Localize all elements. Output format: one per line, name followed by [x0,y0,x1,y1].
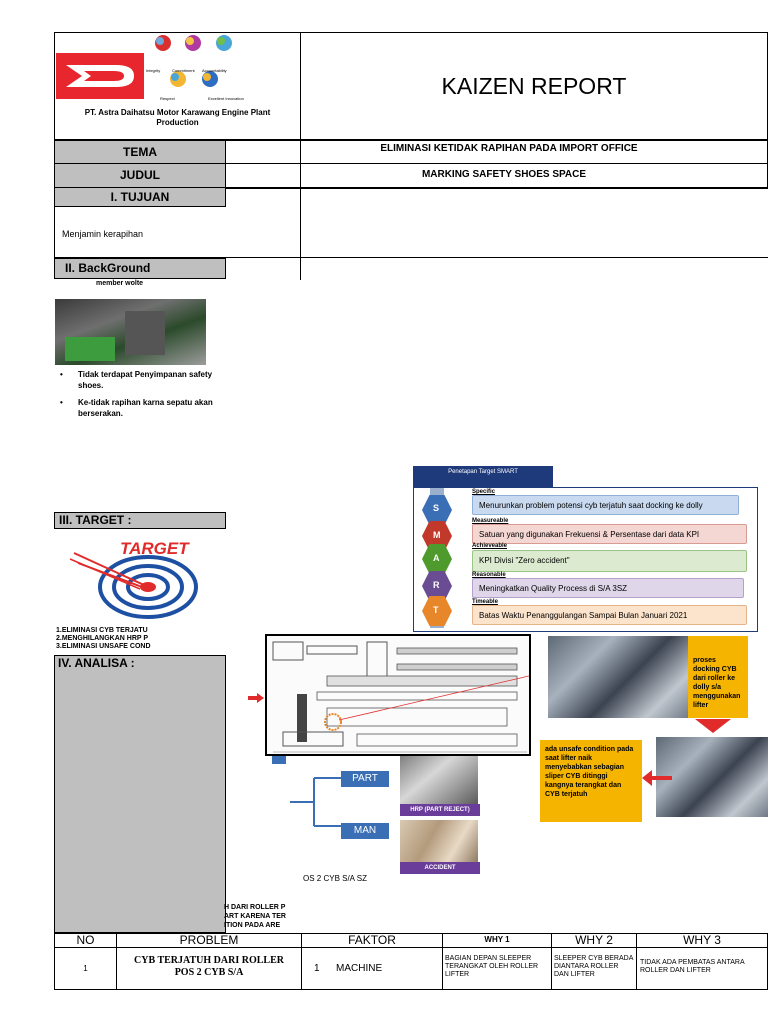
factory-layout-icon [267,636,531,756]
part-reject-caption: HRP (PART REJECT) [400,804,480,816]
left-arrow-icon [642,770,672,786]
background-bullets [60,369,232,419]
target-item-2: 2.MENGHILANGKAN HRP P [56,635,149,642]
smart-m-letter: M [433,530,441,540]
smart-a-letter: A [433,553,440,563]
target-image [64,535,224,623]
background-photo [55,299,206,365]
tujuan-text: Menjamin kerapihan [62,229,144,239]
overflow-line-1: H DARI ROLLER P [224,904,286,911]
bullet-text-2: Ke-tidak rapihan karna sepatu akan berserakan. [78,398,213,418]
smart-a-heading: Achieveable [472,543,508,549]
smart-r-heading: Reasonable [472,572,506,578]
branch-part: PART [341,771,389,787]
analisa-panel [54,655,226,933]
bullet-item: • Tidak terdapat Penyimpanan safety shoes. [60,369,232,391]
process-note-docking: proses docking CYB dari roller ke dolly s/a menggunakan lifter [688,636,748,718]
daihatsu-logo [56,53,144,99]
judul-spacer [225,163,301,188]
value-label-commitment: Commitment [172,68,195,73]
accident-photo [400,820,478,862]
tujuan-mid-border [300,188,301,258]
td-why3: TIDAK ADA PEMBATAS ANTARA ROLLER DAN LIFTER [636,947,768,990]
smart-a-text: KPI Divisi "Zero accident" [472,550,747,572]
target-image-word: TARGET [120,539,189,558]
overflow-text [224,903,286,930]
process-photo-docking [548,636,690,718]
tema-value: ELIMINASI KETIDAK RAPIHAN PADA IMPORT OFFICE [300,140,768,164]
report-title: KAIZEN REPORT [441,73,627,99]
tema-spacer [225,140,301,164]
analisa-label: IV. ANALISA : [58,656,135,670]
smart-s-letter: S [433,503,440,513]
background-caption: member wolte [96,280,144,287]
th-no: NO [54,933,117,948]
bullet-text-1: Tidak terdapat Penyimpanan safety shoes. [78,370,213,390]
accident-caption: ACCIDENT [400,862,480,874]
tema-label: TEMA [54,140,226,164]
smart-r-letter: R [433,580,440,590]
overflow-line-3: ITION PADA ARE [224,922,281,929]
value-label-respect: Respect [160,96,175,101]
smart-r-text: Meningkatkan Quality Process di S/A 3SZ [472,578,744,598]
overflow-line-2: ART KARENA TER [224,913,286,920]
value-label-integrity: Integrity [146,68,161,73]
location-text: OS 2 CYB S/A SZ [303,874,368,883]
th-why1: WHY 1 [442,933,552,948]
judul-label: JUDUL [54,163,226,188]
value-label-innovation: Excellent Innovation [208,96,244,101]
td-faktor-value: MACHINE [336,963,383,974]
smart-panel [413,487,758,632]
td-why1: BAGIAN DEPAN SLEEPER TERANGKAT OLEH ROLLER LIFTER [442,947,552,990]
layout-drawing [265,634,531,756]
td-why2: SLEEPER CYB BERADA DIANTARA ROLLER DAN LIFTER [551,947,637,990]
target-item-1: 1.ELIMINASI CYB TERJATU [56,627,148,634]
target-list [56,627,151,651]
company-line1: PT. Astra Daihatsu Motor Karawang Engine Plant [84,108,271,117]
tujuan-label: I. TUJUAN [54,187,226,207]
td-no: 1 [54,947,117,990]
target-label: III. TARGET : [54,512,226,529]
background-mid-border [300,258,301,280]
tujuan-top-border [226,188,768,189]
company-name [56,108,299,128]
target-item-3: 3.ELIMINASI UNSAFE COND [56,643,151,650]
pointer-arrow-icon [248,693,264,703]
smart-m-heading: Measureable [472,518,509,524]
smart-t-text: Batas Waktu Penanggulangan Sampai Bulan Januari 2021 [472,605,747,625]
company-line2: Production [156,118,199,127]
td-faktor-no: 1 [314,963,320,974]
tujuan-left-border [54,206,55,258]
smart-title-bar: Penetapan Target SMART [413,466,553,487]
unsafe-condition-note: ada unsafe condition pada saat lifter naik menyebabkan sebagian sliper CYB ditinggi kangnya terangkat dan CYB terjatuh [540,740,642,822]
part-reject-photo [400,756,478,804]
th-why2: WHY 2 [551,933,637,948]
branch-man: MAN [341,823,389,839]
smart-t-heading: Timeable [472,599,498,605]
smart-s-text: Menurunkan problem potensi cyb terjatuh saat docking ke dolly [472,495,739,515]
th-problem: PROBLEM [116,933,302,948]
value-label-accountability: Accountability [202,68,227,73]
bullet-item: • Ke-tidak rapihan karna sepatu akan berserakan. [60,397,232,419]
td-problem: CYB TERJATUH DARI ROLLER POS 2 CYB S/A [116,947,302,990]
background-label: II. BackGround [54,258,226,279]
layout-legend-marker [272,756,286,764]
th-why3: WHY 3 [636,933,768,948]
judul-value: MARKING SAFETY SHOES SPACE [300,163,768,188]
th-faktor: FAKTOR [301,933,443,948]
down-arrow-icon [695,719,731,733]
process-photo-lifter [656,737,768,817]
smart-s-heading: Specific [472,489,496,495]
smart-m-text: Satuan yang digunakan Frekuensi & Persentase dari data KPI [472,524,747,544]
smart-t-letter: T [433,605,439,615]
